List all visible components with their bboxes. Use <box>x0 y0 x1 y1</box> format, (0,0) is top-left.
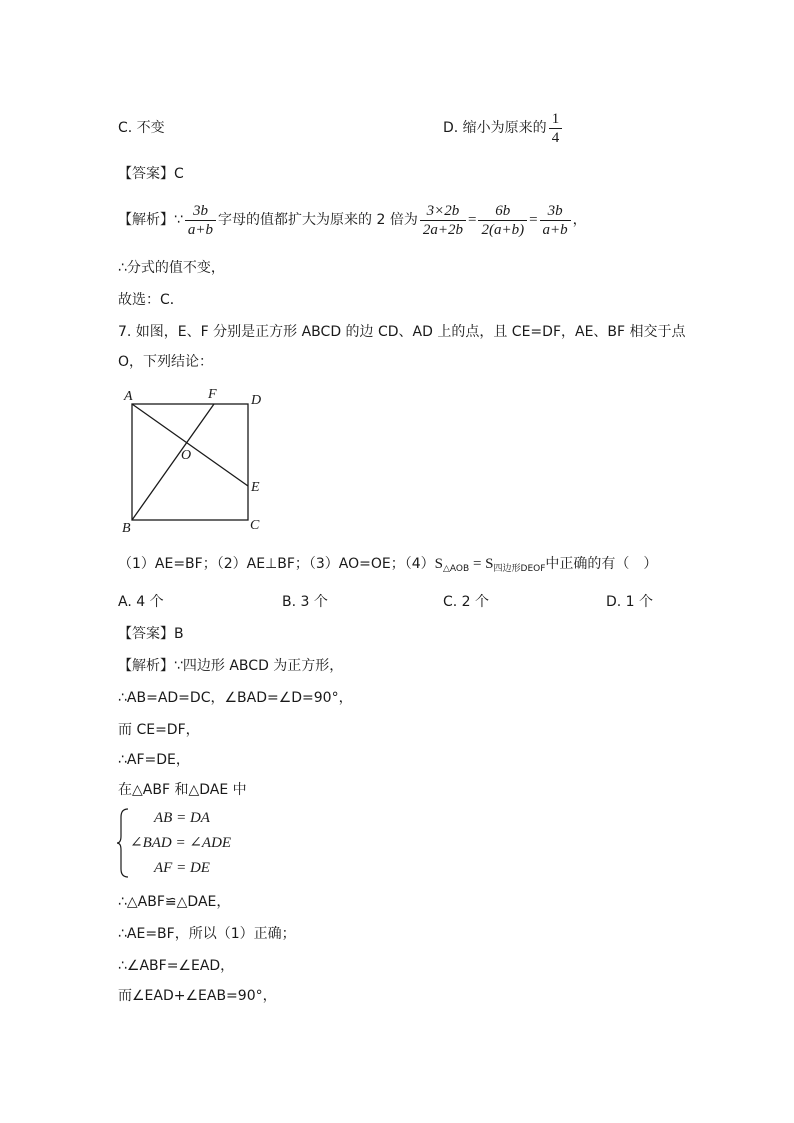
label-d: D <box>251 393 262 408</box>
label-a: A <box>124 389 133 404</box>
solution-line: ∴AB=AD=DC，∠BAD=∠D=90°， <box>118 690 353 706</box>
option-d-text: D. 缩小为原来的 <box>443 120 547 136</box>
area-s: S <box>485 556 494 572</box>
frac-den: 4 <box>551 129 560 146</box>
label-c: C <box>250 518 260 533</box>
solution-line: ∴△ABF≌△DAE， <box>118 894 231 910</box>
analysis-6 <box>118 200 587 240</box>
area-sub-deof: 四边形DEOF <box>493 564 546 574</box>
solution-line: 【解析】∵四边形 ABCD 为正方形， <box>118 658 344 674</box>
solution-line: ∴AE=BF，所以（1）正确； <box>118 926 296 942</box>
statements-end: 中正确的有（ ） <box>545 556 658 572</box>
solution-line: ∴∠ABF=∠EAD， <box>118 958 235 974</box>
frac-den: 2a+2b <box>422 221 463 238</box>
analysis-mid: 字母的值都扩大为原来的 2 倍为 <box>218 212 418 228</box>
left-brace <box>116 808 130 878</box>
fraction-2 <box>420 202 466 239</box>
solution-line: 而 CE=DF， <box>118 722 200 738</box>
solution-line: ∴AF=DE， <box>118 752 190 768</box>
choose-6: 故选：C． <box>118 292 184 308</box>
option-c: C. 不变 <box>118 120 165 136</box>
statements-text: （1）AE=BF；（2）AE⊥BF；（3）AO=OE；（4） <box>118 556 435 572</box>
area-eq: = <box>469 556 486 572</box>
area-sub-aob: △AOB <box>443 564 470 574</box>
segment-ae <box>132 404 248 486</box>
fraction-quarter <box>549 110 563 147</box>
analysis-end: ， <box>572 212 587 228</box>
frac-num: 6b <box>478 202 527 221</box>
frac-den: 2(a+b) <box>481 221 525 238</box>
option-d <box>443 108 564 148</box>
answer-6: 【答案】C <box>118 166 184 182</box>
fraction-3 <box>478 202 527 239</box>
solution-line: 在△ABF 和△DAE 中 <box>118 782 247 798</box>
segment-bf <box>132 404 214 520</box>
analysis-head: 【解析】∵ <box>118 212 183 228</box>
system-eq-2: ∠BAD = ∠ADE <box>130 835 232 851</box>
answer-7: 【答案】B <box>118 626 184 642</box>
frac-num: 3b <box>185 202 216 221</box>
option-b: B. 3 个 <box>282 594 328 610</box>
equals-sign: = <box>529 212 538 228</box>
q7-stem-line1: 7. 如图，E、F 分别是正方形 ABCD 的边 CD、AD 上的点，且 CE=DF，AE、BF 相交于点 <box>118 324 686 340</box>
option-c: C. 2 个 <box>443 594 490 610</box>
option-d: D. 1 个 <box>606 594 654 610</box>
fraction-4 <box>540 202 571 239</box>
frac-den: a+b <box>542 221 568 238</box>
conclusion-6: ∴分式的值不变， <box>118 260 225 276</box>
frac-num: 3×2b <box>420 202 466 221</box>
fraction-1 <box>185 202 216 239</box>
label-f: F <box>208 387 217 402</box>
label-o: O <box>181 448 192 463</box>
label-e: E <box>251 480 260 495</box>
q7-stem-line2: O，下列结论： <box>118 354 214 370</box>
frac-num: 1 <box>549 110 563 129</box>
frac-den: a+b <box>187 221 214 238</box>
frac-num: 3b <box>540 202 571 221</box>
area-s: S <box>434 556 444 572</box>
q7-statements <box>118 554 657 579</box>
option-a: A. 4 个 <box>118 594 164 610</box>
system-eq-3: AF = DE <box>154 860 210 876</box>
solution-line: 而∠EAD+∠EAB=90°， <box>118 988 277 1004</box>
label-b: B <box>122 521 131 536</box>
system-eq-1: AB = DA <box>154 810 210 826</box>
square-figure <box>110 382 280 540</box>
equals-sign: = <box>467 212 477 228</box>
